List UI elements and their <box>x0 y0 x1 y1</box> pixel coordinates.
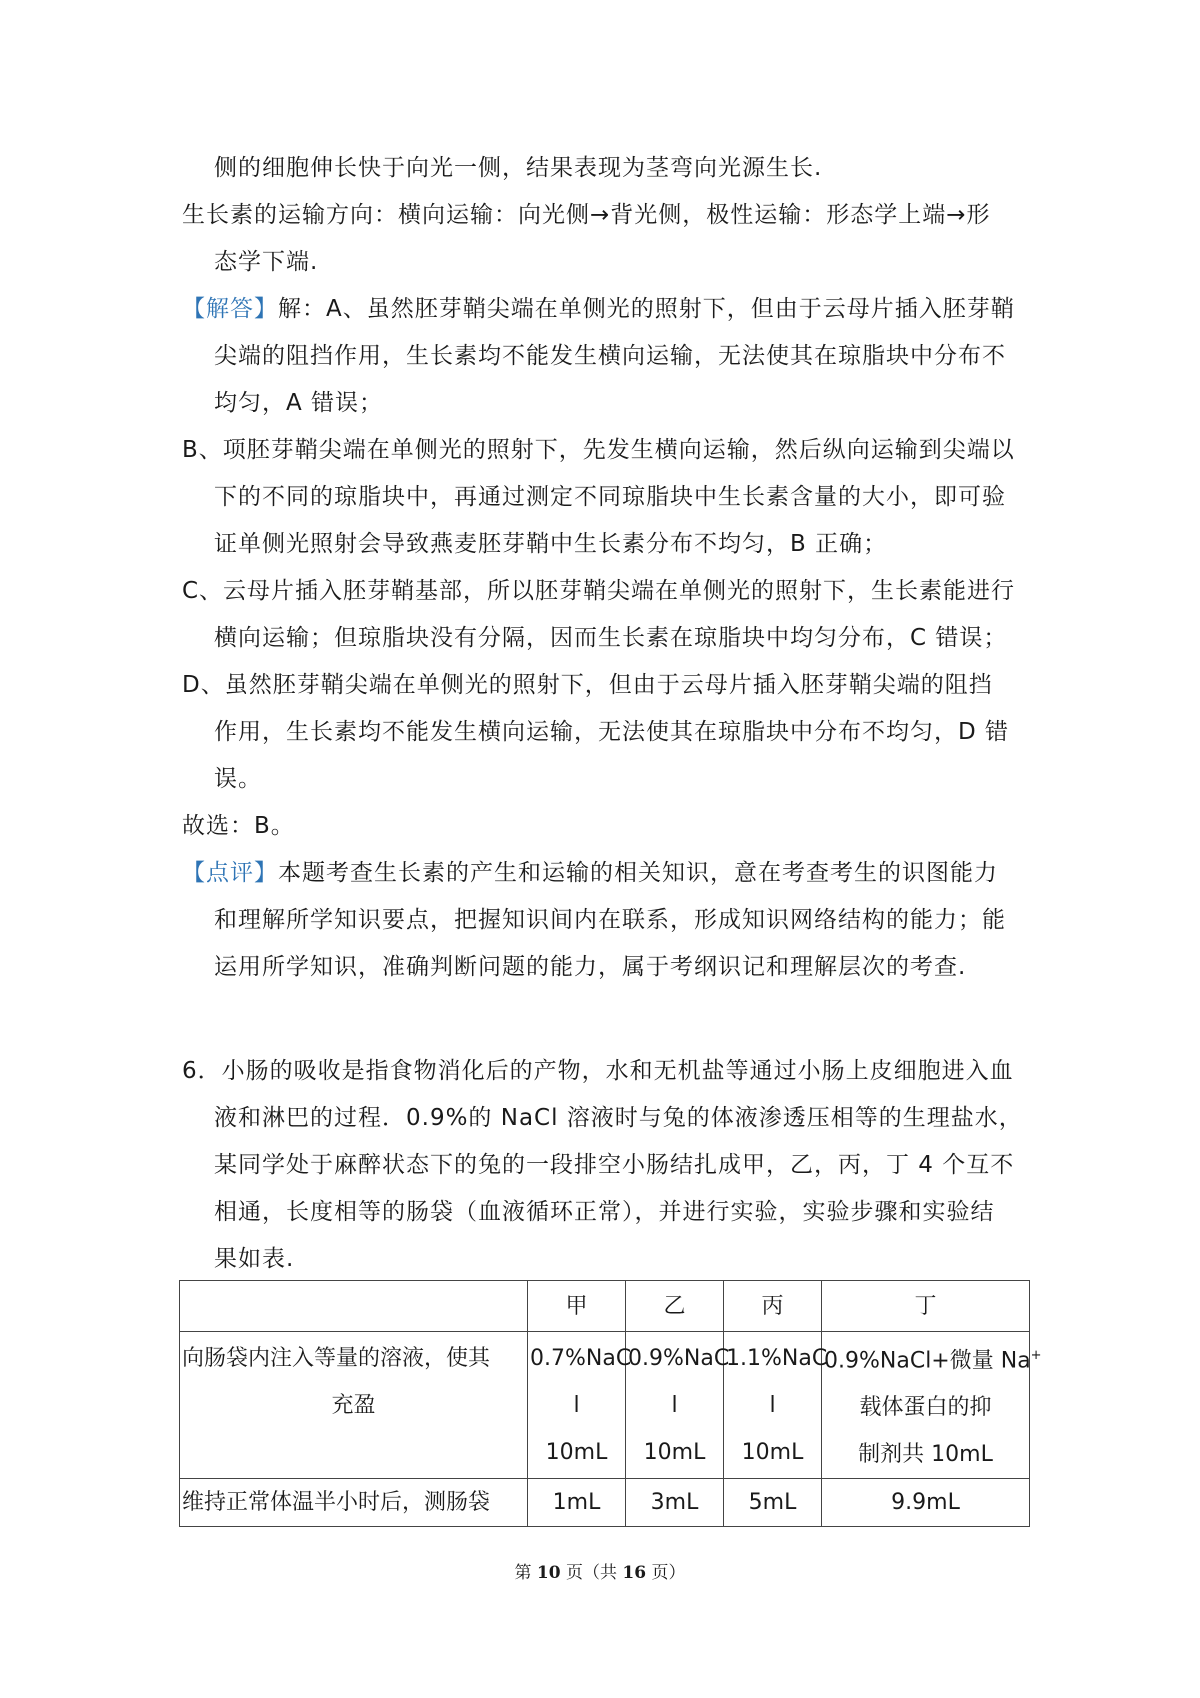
table-cell-line: 10mL <box>741 1439 804 1465</box>
table-row-label: 维持正常体温半小时后，测肠袋 <box>180 1479 528 1527</box>
table-cell: 1mL <box>528 1479 626 1527</box>
question-line: 6．小肠的吸收是指食物消化后的产物，水和无机盐等通过小肠上皮细胞进入血 <box>182 1058 1014 1084</box>
table-row <box>180 1332 1030 1479</box>
table-cell-line: 载体蛋白的抑 <box>859 1395 992 1421</box>
text-line: B、项胚芽鞘尖端在单侧光的照射下，先发生横向运输，然后纵向运输到尖端以 <box>182 437 1015 463</box>
page-number: 10 <box>536 1563 561 1583</box>
question-line: 果如表. <box>214 1246 295 1272</box>
table-cell-line: 10mL <box>643 1439 706 1465</box>
table-row-label <box>180 1332 528 1479</box>
page-total: 16 <box>622 1563 647 1583</box>
table-cell <box>528 1332 632 1479</box>
answer-label: 【解答】 <box>182 296 278 322</box>
text-line: 证单侧光照射会导致燕麦胚芽鞘中生长素分布不均匀，B 正确； <box>214 531 888 557</box>
experiment-table <box>179 1280 1042 1527</box>
text-line: C、云母片插入胚芽鞘基部，所以胚芽鞘尖端在单侧光的照射下，生长素能进行 <box>182 578 1016 604</box>
table-cell: 3mL <box>626 1479 724 1527</box>
text-line: 态学下端. <box>214 249 319 275</box>
table-cell-line: 10mL <box>545 1439 608 1465</box>
table-cell-line: 0.7%NaC <box>530 1345 632 1371</box>
text-line: 侧的细胞伸长快于向光一侧，结果表现为茎弯向光源生长. <box>214 155 823 181</box>
table-header-cell: 乙 <box>626 1281 724 1332</box>
text-line: 横向运输；但琼脂块没有分隔，因而生长素在琼脂块中均匀分布，C 错误； <box>214 625 1008 651</box>
text-line: 均匀，A 错误； <box>214 390 384 416</box>
text-line: 下的不同的琼脂块中，再通过测定不同琼脂块中生长素含量的大小，即可验 <box>214 484 1006 510</box>
footer-text: 第 <box>514 1563 532 1583</box>
footer-text: 页（共 <box>566 1563 617 1583</box>
table-cell-line: l <box>573 1392 580 1418</box>
table-cell-line: 制剂共 10mL <box>858 1442 993 1468</box>
comment-label: 【点评】 <box>182 860 278 886</box>
table-row <box>180 1479 1030 1527</box>
question-line: 某同学处于麻醉状态下的兔的一段排空小肠结扎成甲，乙，丙，丁 4 个互不 <box>214 1152 1015 1178</box>
text-line: 生长素的运输方向：横向运输：向光侧→背光侧，极性运输：形态学上端→形 <box>182 202 991 228</box>
comment-first-line <box>182 857 998 889</box>
superscript: + <box>1030 1348 1042 1363</box>
table-cell <box>626 1332 730 1479</box>
page-footer <box>0 1558 1200 1583</box>
text-line: 尖端的阻挡作用，生长素均不能发生横向运输，无法使其在琼脂块中分布不 <box>214 343 1006 369</box>
table-cell-line: 0.9%NaC <box>628 1345 730 1371</box>
table-header-cell: 丁 <box>822 1281 1030 1332</box>
table-cell-line: l <box>769 1392 776 1418</box>
table-cell <box>822 1332 1042 1479</box>
table-cell: 9.9mL <box>822 1479 1030 1527</box>
table-cell-line: 1.1%NaC <box>726 1345 828 1371</box>
text-line: D、虽然胚芽鞘尖端在单侧光的照射下，但由于云母片插入胚芽鞘尖端的阻挡 <box>182 672 993 698</box>
table-header-cell <box>180 1281 528 1332</box>
table-cell: 5mL <box>724 1479 822 1527</box>
table-header-cell: 丙 <box>724 1281 822 1332</box>
footer-text: 页） <box>651 1563 686 1583</box>
table-header-cell: 甲 <box>528 1281 626 1332</box>
question-line: 相通，长度相等的肠袋（血液循环正常），并进行实验，实验步骤和实验结 <box>214 1199 995 1225</box>
table-cell-line: 向肠袋内注入等量的溶液，使其 <box>182 1345 491 1371</box>
table-header-row <box>180 1281 1030 1332</box>
question-line: 液和淋巴的过程．0.9%的 NaCl 溶液时与兔的体液渗透压相等的生理盐水， <box>214 1105 1023 1131</box>
text-span: 本题考查生长素的产生和运输的相关知识，意在考查考生的识图能力 <box>278 860 998 886</box>
text-line: 运用所学知识，准确判断问题的能力，属于考纲识记和理解层次的考查. <box>214 954 967 980</box>
answer-first-line <box>182 293 1015 325</box>
text-line: 故选：B。 <box>182 813 295 839</box>
table-cell <box>724 1332 828 1479</box>
table-cell-spacer <box>182 1429 525 1476</box>
text-line: 和理解所学知识要点，把握知识间内在联系，形成知识网络结构的能力；能 <box>214 907 1006 933</box>
table-cell-line <box>824 1332 1042 1384</box>
table-cell-line: l <box>671 1392 678 1418</box>
text-line: 误。 <box>214 766 262 792</box>
table-cell-line: 充盈 <box>331 1392 376 1418</box>
text-span: 解：A、虽然胚芽鞘尖端在单侧光的照射下，但由于云母片插入胚芽鞘 <box>278 296 1015 322</box>
table-cell-text: 0.9%NaCl+微量 Na <box>824 1348 1031 1374</box>
text-line: 作用，生长素均不能发生横向运输，无法使其在琼脂块中分布不均匀，D 错 <box>214 719 1010 745</box>
